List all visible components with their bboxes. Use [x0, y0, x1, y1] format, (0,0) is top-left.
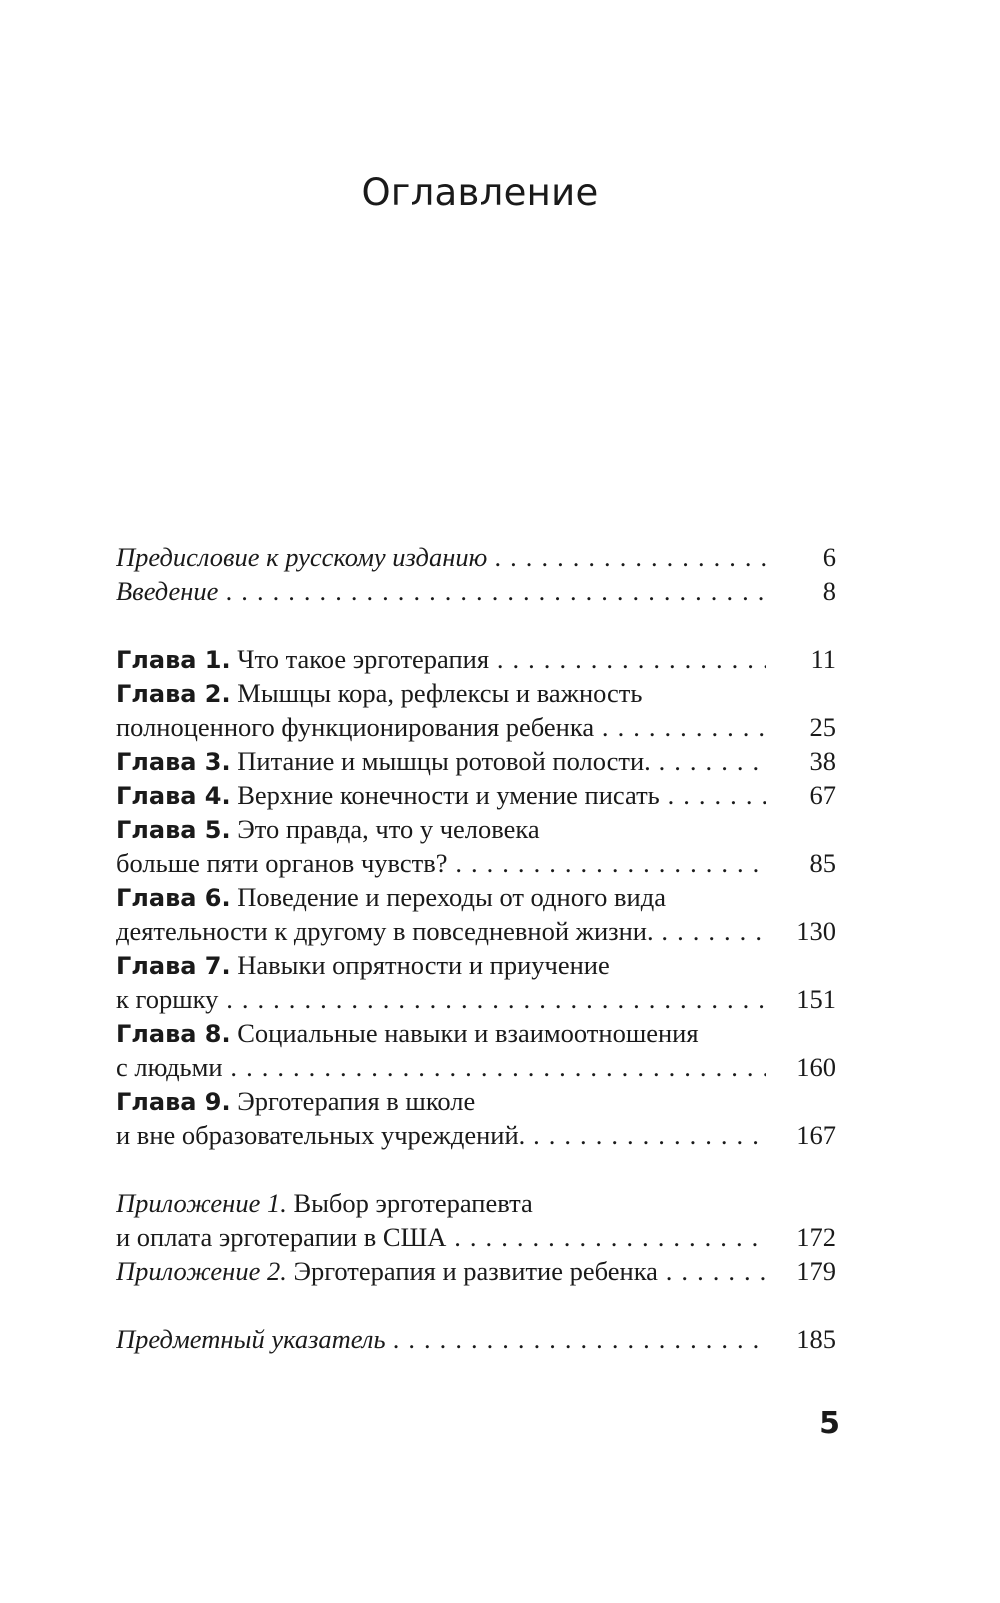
chapter-title: Поведение и переходы от одного вида [237, 882, 666, 912]
spacer [116, 608, 836, 642]
toc-page-number: 67 [809, 780, 836, 810]
chapter-title: Это правда, что у человека [237, 814, 540, 844]
chapter-title-cont: деятельности к другому в повседневной жизни. . . . [116, 914, 766, 948]
appendix-label: Приложение 2. [116, 1256, 287, 1286]
toc-entry-chapter-6[interactable] [116, 880, 836, 914]
chapter-title: Что такое эрготерапия [237, 644, 490, 674]
chapter-title-cont: с людьми . . . [116, 1050, 766, 1084]
toc-entry-chapter-2-cont[interactable] [116, 710, 836, 744]
chapter-title: Мышцы кора, рефлексы и важность [237, 678, 643, 708]
chapter-title: Социальные навыки и взаимоотношения [237, 1018, 699, 1048]
toc-page-number: 11 [810, 644, 836, 674]
table-of-contents [116, 540, 836, 1356]
chapter-title-cont: к горшку . . . [116, 982, 766, 1016]
toc-page-number: 172 [796, 1222, 836, 1252]
toc-entry-chapter-3[interactable] [116, 744, 836, 778]
toc-page-number: 151 [796, 984, 836, 1014]
page-number: 5 [819, 1406, 840, 1441]
chapter-label: Глава 2. [116, 680, 231, 708]
chapter-label: Глава 6. [116, 884, 231, 912]
toc-entry-chapter-7-cont[interactable] [116, 982, 836, 1016]
toc-entry-index[interactable] [116, 1322, 836, 1356]
toc-entry-title: Предметный указатель . . . [116, 1322, 766, 1356]
chapter-title: Питание и мышцы ротовой полости. [237, 746, 651, 776]
toc-page-number: 167 [796, 1120, 836, 1150]
toc-entry-preface[interactable] [116, 540, 836, 574]
toc-entry-title: Предисловие к русскому изданию . . . [116, 540, 766, 574]
appendix-label: Приложение 1. [116, 1188, 287, 1218]
chapter-label: Глава 3. [116, 748, 231, 776]
toc-entry-title: Введение . . . [116, 574, 766, 608]
toc-entry-appendix-1-cont[interactable] [116, 1220, 836, 1254]
chapter-title: Эрготерапия в школе [237, 1086, 476, 1116]
toc-page-number: 179 [796, 1256, 836, 1286]
toc-entry-introduction[interactable] [116, 574, 836, 608]
chapter-label: Глава 8. [116, 1020, 231, 1048]
toc-entry-chapter-4[interactable] [116, 778, 836, 812]
chapter-label: Глава 5. [116, 816, 231, 844]
toc-entry-chapter-9-cont[interactable] [116, 1118, 836, 1152]
toc-page-number: 8 [822, 576, 836, 606]
chapter-title-cont: и вне образовательных учреждений. . . . [116, 1118, 766, 1152]
appendix-title: Выбор эрготерапевта [293, 1188, 533, 1218]
appendix-title-cont: и оплата эрготерапии в США . . . [116, 1220, 766, 1254]
toc-page-number: 130 [796, 916, 836, 946]
toc-entry-chapter-8[interactable] [116, 1016, 836, 1050]
chapter-label: Глава 9. [116, 1088, 231, 1116]
toc-page-number: 185 [796, 1324, 836, 1354]
spacer [116, 1288, 836, 1322]
spacer [116, 1152, 836, 1186]
chapter-title-cont: полноценного функционирования ребенка . . . [116, 710, 766, 744]
toc-entry-chapter-8-cont[interactable] [116, 1050, 836, 1084]
toc-entry-chapter-2[interactable] [116, 676, 836, 710]
page-title: Оглавление [361, 171, 599, 214]
toc-page-number: 38 [809, 746, 836, 776]
toc-page-number: 25 [809, 712, 836, 742]
toc-entry-chapter-5[interactable] [116, 812, 836, 846]
toc-entry-appendix-1[interactable] [116, 1186, 836, 1220]
toc-page-number: 6 [822, 542, 836, 572]
chapter-title: Верхние конечности и умение писать [237, 780, 660, 810]
toc-entry-chapter-7[interactable] [116, 948, 836, 982]
toc-entry-chapter-1[interactable] [116, 642, 836, 676]
toc-entry-appendix-2[interactable] [116, 1254, 836, 1288]
toc-page-number: 85 [809, 848, 836, 878]
appendix-title: Эрготерапия и развитие ребенка [293, 1256, 658, 1286]
chapter-label: Глава 4. [116, 782, 231, 810]
chapter-title-cont: больше пяти органов чувств? . . . [116, 846, 766, 880]
toc-entry-chapter-5-cont[interactable] [116, 846, 836, 880]
toc-entry-chapter-9[interactable] [116, 1084, 836, 1118]
chapter-title: Навыки опрятности и приучение [237, 950, 610, 980]
chapter-label: Глава 1. [116, 646, 231, 674]
toc-entry-chapter-6-cont[interactable] [116, 914, 836, 948]
toc-page-number: 160 [796, 1052, 836, 1082]
chapter-label: Глава 7. [116, 952, 231, 980]
